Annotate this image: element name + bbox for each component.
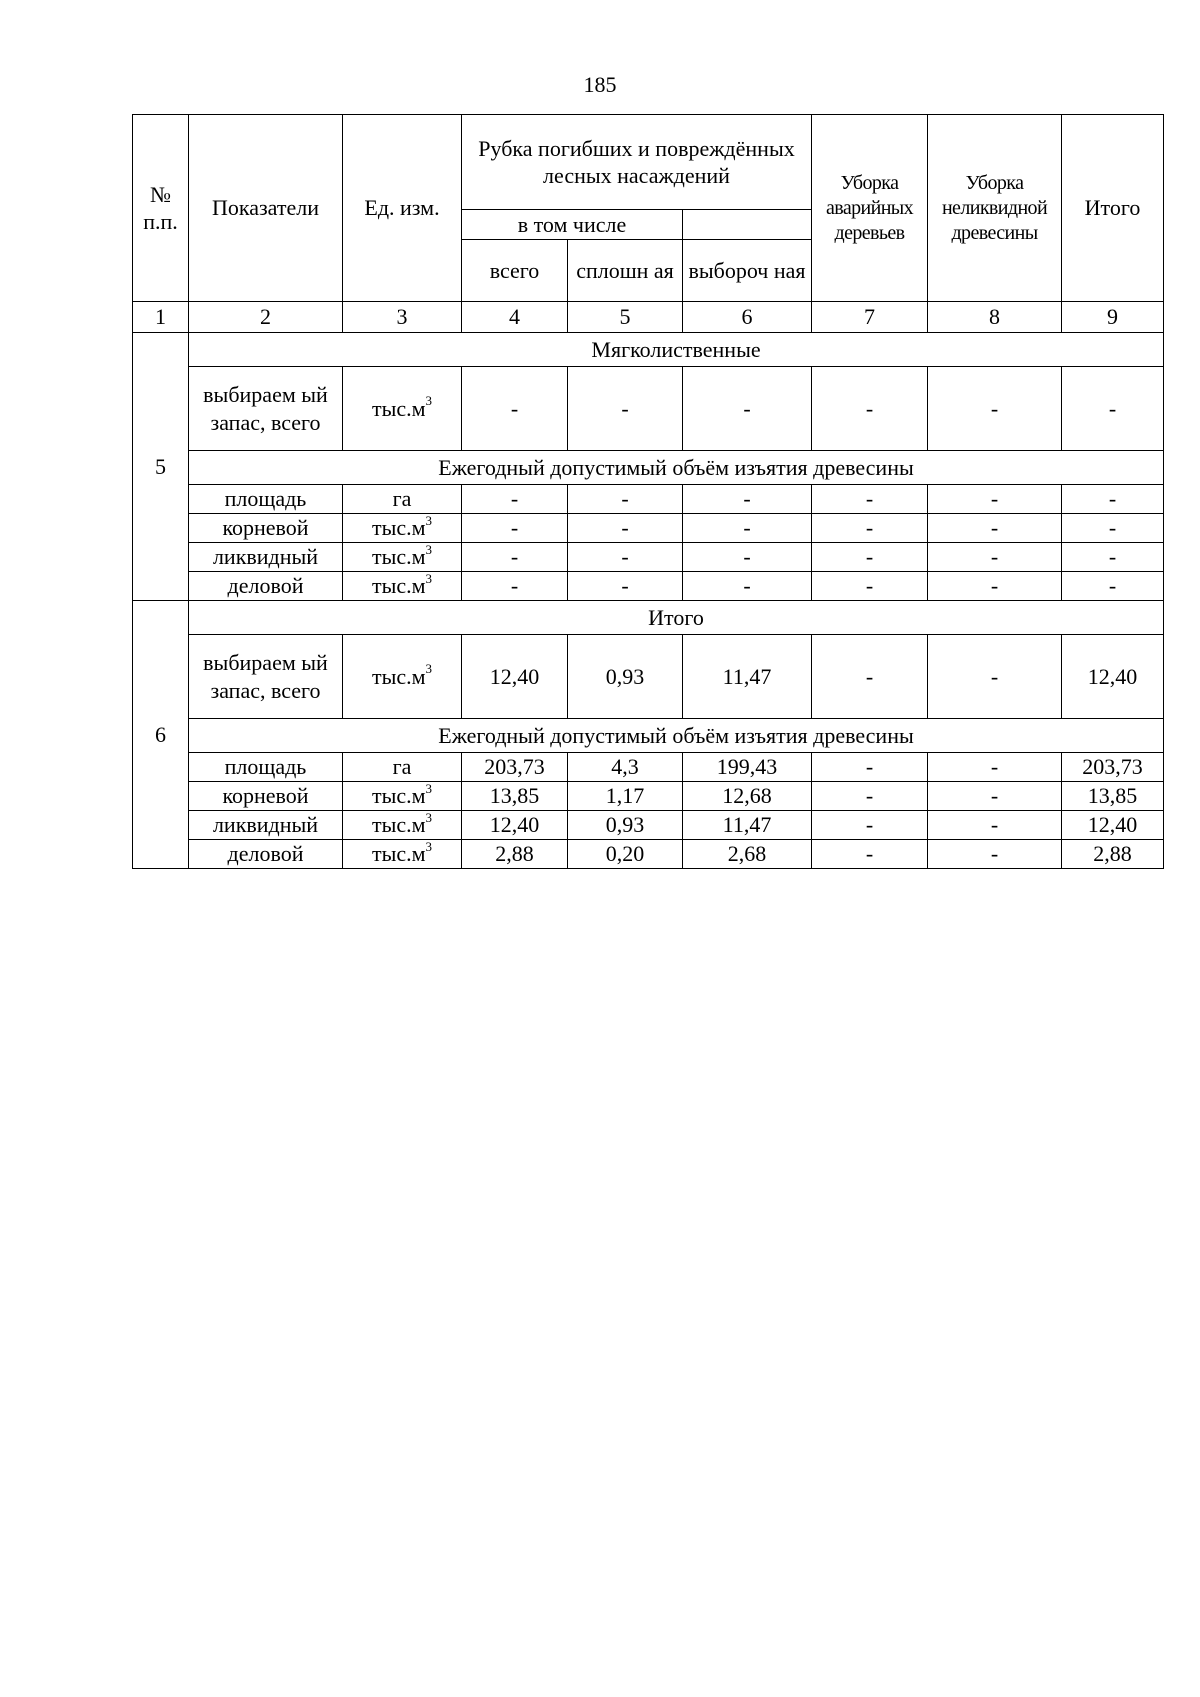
stock-label: выбираем ый запас, всего [189,635,343,719]
col-number: 9 [1062,302,1164,333]
section-number: 5 [133,333,189,601]
row-label: корневой [189,514,343,543]
allowable-title: Ежегодный допустимый объём изъятия древесины [189,451,1164,485]
value-cell: - [812,543,928,572]
table-row [133,514,1164,543]
value-cell: - [568,367,683,451]
value-cell: - [683,367,812,451]
stock-row [133,367,1164,451]
unit-text: тыс.м [371,515,426,541]
value-cell: - [568,572,683,601]
row-label: ликвидный [189,543,343,572]
value-cell: - [683,543,812,572]
unit-text: тыс.м [371,573,426,599]
value-cell: - [928,485,1062,514]
unit-cell [343,782,462,811]
value-cell: 203,73 [462,753,568,782]
value-cell: - [1062,367,1164,451]
value-cell: 13,85 [1062,782,1164,811]
value-cell: - [812,635,928,719]
value-cell: 203,73 [1062,753,1164,782]
allowable-title: Ежегодный допустимый объём изъятия древесины [189,719,1164,753]
value-cell: 11,47 [683,635,812,719]
header-selective-cut: выбороч ная [683,240,812,302]
value-cell: - [928,543,1062,572]
section-title: Мягколиственные [189,333,1164,367]
unit-superscript: 3 [425,393,433,409]
value-cell: 2,88 [462,840,568,869]
value-cell: - [928,782,1062,811]
row-label: корневой [189,782,343,811]
value-cell: - [568,514,683,543]
unit-text: тыс.м [371,783,426,809]
value-cell: - [462,367,568,451]
value-cell: - [928,635,1062,719]
col-number: 4 [462,302,568,333]
row-label: ликвидный [189,811,343,840]
col-number: 3 [343,302,462,333]
value-cell: - [928,367,1062,451]
value-cell: - [928,572,1062,601]
unit-cell [343,543,462,572]
column-number-row [133,302,1164,333]
unit-cell [343,811,462,840]
allowable-title-row [133,719,1164,753]
value-cell: - [683,572,812,601]
unit-cell [343,840,462,869]
header-including: в том числе [462,210,683,240]
value-cell: 0,93 [568,811,683,840]
value-cell: 2,88 [1062,840,1164,869]
header-total: Итого [1062,115,1164,302]
section-title: Итого [189,601,1164,635]
row-label: деловой [189,572,343,601]
value-cell: - [812,811,928,840]
stock-row [133,635,1164,719]
unit-cell [343,572,462,601]
value-cell: - [568,543,683,572]
value-cell: 1,17 [568,782,683,811]
value-cell: 12,40 [462,811,568,840]
value-cell: - [812,367,928,451]
unit-cell: га [343,485,462,514]
unit-cell: га [343,753,462,782]
col-number: 8 [928,302,1062,333]
value-cell: - [812,514,928,543]
table-row [133,811,1164,840]
header-row-number: № п.п. [133,115,189,302]
stock-label: выбираем ый запас, всего [189,367,343,451]
col-number: 1 [133,302,189,333]
value-cell: - [812,782,928,811]
value-cell: 13,85 [462,782,568,811]
row-label: площадь [189,753,343,782]
unit-superscript: 3 [425,542,433,557]
row-label: деловой [189,840,343,869]
value-cell: 2,68 [683,840,812,869]
value-cell: - [812,753,928,782]
col-number: 7 [812,302,928,333]
section-title-row [133,601,1164,635]
value-cell: 12,40 [1062,811,1164,840]
value-cell: - [928,514,1062,543]
value-cell: - [462,543,568,572]
value-cell: 0,20 [568,840,683,869]
unit-superscript: 3 [425,839,433,854]
unit-text: тыс.м [371,544,426,570]
unit-superscript: 3 [425,810,433,825]
value-cell: 11,47 [683,811,812,840]
value-cell: - [683,514,812,543]
value-cell: - [928,811,1062,840]
value-cell: - [568,485,683,514]
value-cell: 12,68 [683,782,812,811]
value-cell: - [1062,514,1164,543]
unit-text: тыс.м [371,663,426,689]
unit-cell [343,635,462,719]
header-clear-cut: сплошн ая [568,240,683,302]
unit-superscript: 3 [425,781,433,796]
header-unit: Ед. изм. [343,115,462,302]
value-cell: - [462,572,568,601]
section-number: 6 [133,601,189,869]
unit-text: тыс.м [371,395,426,421]
unit-cell [343,367,462,451]
header-emergency-trees: Уборка аварийных деревьев [812,115,928,302]
col-number: 6 [683,302,812,333]
value-cell: 12,40 [462,635,568,719]
value-cell: - [812,572,928,601]
value-cell: 0,93 [568,635,683,719]
value-cell: - [683,485,812,514]
value-cell: 199,43 [683,753,812,782]
header-salvage-group: Рубка погибших и повреждённых лесных насаждений [462,115,812,210]
table-row [133,782,1164,811]
unit-text: тыс.м [371,841,426,867]
table-row [133,572,1164,601]
forest-harvest-table [132,114,1164,869]
value-cell: 4,3 [568,753,683,782]
allowable-title-row [133,451,1164,485]
value-cell: - [462,485,568,514]
unit-cell [343,514,462,543]
unit-text: тыс.м [371,812,426,838]
unit-superscript: 3 [425,571,433,586]
unit-superscript: 3 [425,513,433,528]
header-indicators: Показатели [189,115,343,302]
value-cell: - [1062,543,1164,572]
value-cell: - [462,514,568,543]
unit-superscript: 3 [425,661,433,677]
section-title-row [133,333,1164,367]
value-cell: 12,40 [1062,635,1164,719]
page-number: 185 [583,72,617,97]
header-total-salvage: всего [462,240,568,302]
value-cell: - [928,753,1062,782]
value-cell: - [1062,485,1164,514]
value-cell: - [928,840,1062,869]
header-nonmerchantable: Уборка неликвидной древесины [928,115,1062,302]
table-row [133,753,1164,782]
value-cell: - [812,485,928,514]
value-cell: - [1062,572,1164,601]
value-cell: - [812,840,928,869]
table-row [133,840,1164,869]
col-number: 5 [568,302,683,333]
table-row [133,485,1164,514]
table-row [133,543,1164,572]
row-label: площадь [189,485,343,514]
col-number: 2 [189,302,343,333]
